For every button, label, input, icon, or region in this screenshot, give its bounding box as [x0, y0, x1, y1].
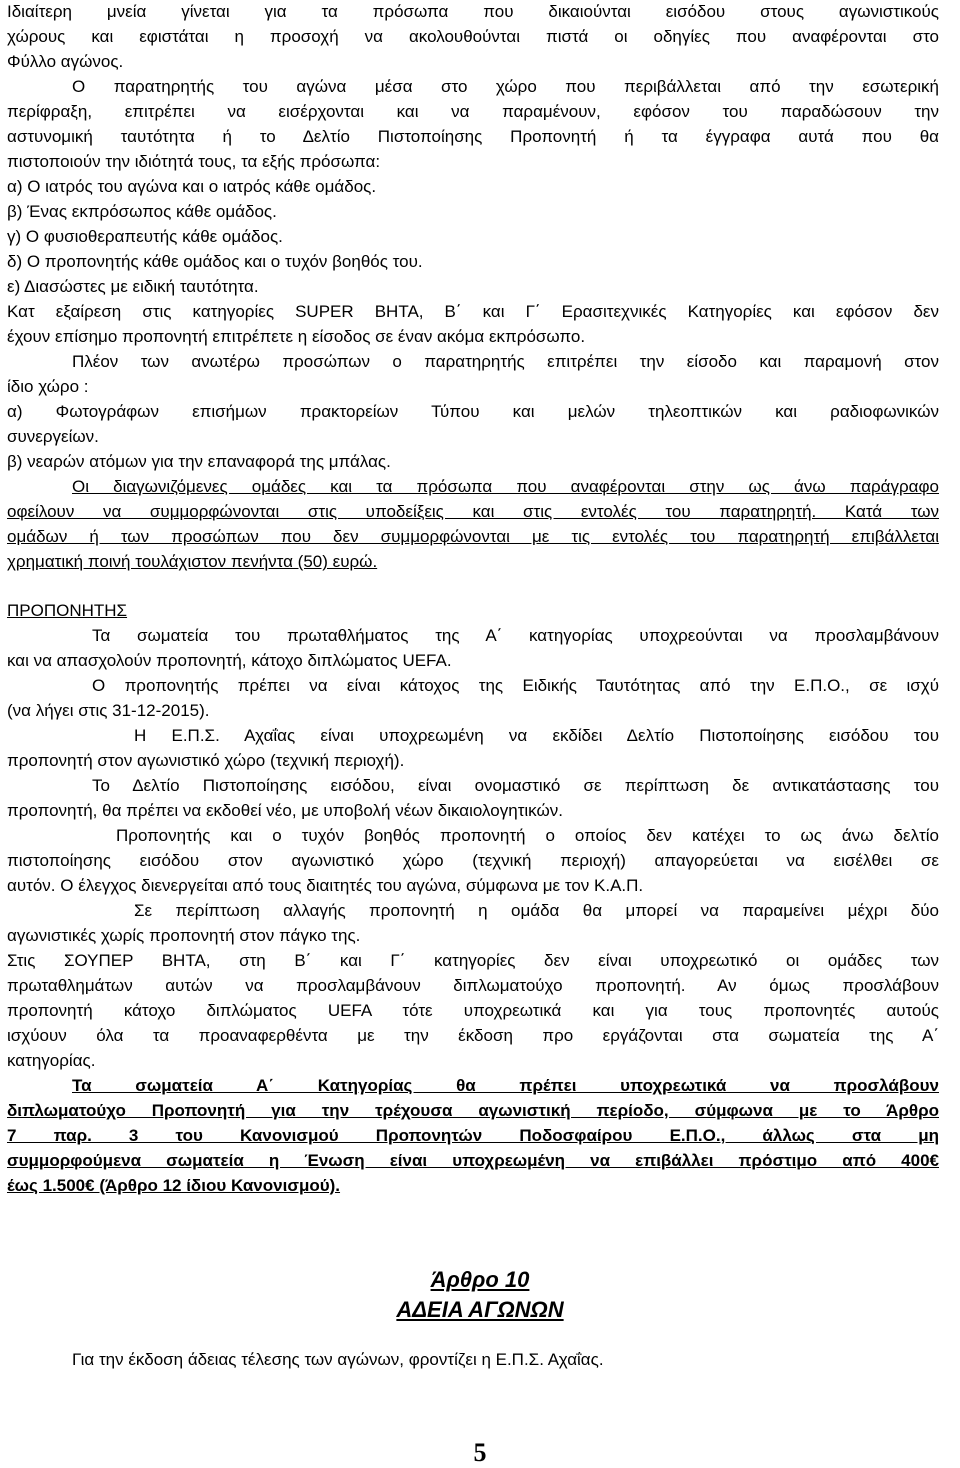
- paragraph-line: Η Ε.Π.Σ. Αχαΐας είναι υποχρεωμένη να εκδίδει Δελτίο Πιστοποίησης εισόδου του: [134, 726, 939, 745]
- list-item: α) Φωτογράφων επισήμων πρακτορείων Τύπου και μελών τηλεοπτικών και ραδιοφωνικών: [7, 402, 939, 421]
- paragraph-line: Ο παρατηρητής του αγώνα μέσα στο χώρο που περιβάλλεται από την εσωτερική: [72, 77, 939, 96]
- paragraph-line: περίφραξη, επιτρέπει να εισέρχονται και να παραμένουν, εφόσον του παραδώσουν την: [7, 102, 939, 121]
- paragraph-line: ισχύουν όλα τα προαναφερθέντα με την έκδοση προ εργάζονται στα σωματεία της Α΄: [7, 1026, 939, 1045]
- paragraph-line: προπονητή στον αγωνιστικό χώρο (τεχνική περιοχή).: [7, 751, 405, 770]
- article-number: Άρθρο 10: [430, 1267, 530, 1292]
- bold-paragraph-line: διπλωματούχο Προπονητή για την τρέχουσα αγωνιστική περίοδο, σύμφωνα με το Άρθρο: [7, 1101, 939, 1120]
- bold-paragraph-line: συμμορφούμενα σωματεία η Ένωση είναι υποχρεωμένη να επιβάλλει πρόστιμο από 400€: [7, 1151, 939, 1170]
- list-item: συνεργείων.: [7, 427, 99, 446]
- paragraph-line: Το Δελτίο Πιστοποίησης εισόδου, είναι ονομαστικό σε περίπτωση δε αντικατάστασης του: [92, 776, 939, 795]
- paragraph-line: Οι διαγωνιζόμενες ομάδες και τα πρόσωπα που αναφέρονται στην ως άνω παράγραφο: [72, 477, 939, 496]
- paragraph-line: χρηματική ποινή τουλάχιστον πενήντα (50) ευρώ.: [7, 552, 378, 571]
- paragraph-line: κατηγορίας.: [7, 1051, 96, 1070]
- paragraph-line: Προπονητής και ο τυχόν βοηθός προπονητή ο οποίος δεν κατέχει το ως άνω δελτίο: [116, 826, 939, 845]
- paragraph-line: ομάδων ή των προσώπων που δεν συμμορφώνονται με τις εντολές του παρατηρητή επιβάλλεται: [7, 527, 939, 546]
- list-item: α) Ο ιατρός του αγώνα και ο ιατρός κάθε ομάδος.: [7, 177, 377, 196]
- bold-paragraph-line: 7 παρ. 3 του Κανονισμού Προπονητών Ποδοσφαίρου Ε.Π.Ο., άλλως στα μη: [7, 1126, 939, 1145]
- paragraph-line: πρωταθλημάτων αυτών να προσλαμβάνουν διπλωματούχο προπονητή. Αν όμως προσλάβουν: [7, 976, 939, 995]
- paragraph-line: προπονητή κάτοχο διπλώματος UEFA τότε υποχρεωτικά και για τους προπονητές αυτούς: [7, 1001, 939, 1020]
- bold-paragraph-line: Τα σωματεία Α΄ Κατηγορίας θα πρέπει υποχρεωτικά να προσλάβουν: [72, 1076, 939, 1095]
- paragraph-line: χώρους και εφιστάται η προσοχή να ακολουθούνται πιστά οι οδηγίες που αναφέρονται στο: [7, 27, 939, 46]
- paragraph-line: Πλέον των ανωτέρω προσώπων ο παρατηρητής επιτρέπει την είσοδο και παραμονή στον: [72, 352, 939, 371]
- paragraph-line: Σε περίπτωση αλλαγής προπονητή η ομάδα θα μπορεί να παραμείνει μέχρι δύο: [134, 901, 939, 920]
- paragraph-line: αστυνομική ταυτότητα ή το Δελτίο Πιστοποίησης Προπονητή ή τα έγγραφα αυτά που θα: [7, 127, 939, 146]
- paragraph-line: (να λήγει στις 31-12-2015).: [7, 701, 210, 720]
- paragraph-line: Για την έκδοση άδειας τέλεσης των αγώνων, φροντίζει η Ε.Π.Σ. Αχαΐας.: [72, 1350, 604, 1369]
- list-item: γ) Ο φυσιοθεραπευτής κάθε ομάδος.: [7, 227, 283, 246]
- paragraph-line: αυτόν. Ο έλεγχος διενεργείται από τους διαιτητές του αγώνα, σύμφωνα με τον Κ.Α.Π.: [7, 876, 644, 895]
- list-item: β) Ένας εκπρόσωπος κάθε ομάδος.: [7, 202, 277, 221]
- paragraph-line: πιστοποιούν την ιδιότητά τους, τα εξής πρόσωπα:: [7, 152, 381, 171]
- list-item: β) νεαρών ατόμων για την επαναφορά της μπάλας.: [7, 452, 391, 471]
- bold-paragraph-line: έως 1.500€ (Άρθρο 12 ίδιου Κανονισμού).: [7, 1176, 341, 1195]
- section-heading: ΠΡΟΠΟΝΗΤΗΣ: [7, 601, 128, 620]
- paragraph-line: Κατ εξαίρεση στις κατηγορίες SUPER BHTA, Β΄ και Γ΄ Ερασιτεχνικές Κατηγορίες και εφόσον δεν: [7, 302, 939, 321]
- paragraph-line: και να απασχολούν προπονητή, κάτοχο διπλώματος UEFA.: [7, 651, 452, 670]
- paragraph-line: Ο προπονητής πρέπει να είναι κάτοχος της Ειδικής Ταυτότητας από την Ε.Π.Ο., σε ισχύ: [92, 676, 939, 695]
- article-title: ΑΔΕΙΑ ΑΓΩΝΩΝ: [396, 1297, 564, 1322]
- paragraph-line: αγωνιστικές χωρίς προπονητή στον πάγκο της.: [7, 926, 361, 945]
- paragraph-line: οφείλουν να συμμορφώνονται στις υποδείξεις και στις εντολές του παρατηρητή. Κατά των: [7, 502, 939, 521]
- paragraph-line: προπονητή, θα πρέπει να εκδοθεί νέο, με υποβολή νέων δικαιολογητικών.: [7, 801, 563, 820]
- page-number: 5: [473, 1438, 487, 1467]
- paragraph-line: Φύλλο αγώνος.: [7, 52, 124, 71]
- list-item: δ) Ο προπονητής κάθε ομάδος και ο τυχόν βοηθός του.: [7, 252, 423, 271]
- paragraph-line: Τα σωματεία του πρωταθλήματος της Α΄ κατηγορίας υποχρεούνται να προσλαμβάνουν: [92, 626, 939, 645]
- paragraph-line: πιστοποίησης εισόδου στον αγωνιστικό χώρο (τεχνική περιοχή) απαγορεύεται να εισέλθει σε: [7, 851, 939, 870]
- list-item: ε) Διασώστες με ειδική ταυτότητα.: [7, 277, 259, 296]
- paragraph-line: Στις ΣΟΥΠΕΡ ΒΗΤΑ, στη Β΄ και Γ΄ κατηγορίες δεν είναι υποχρεωτικό οι ομάδες των: [7, 951, 939, 970]
- paragraph-line: έχουν επίσημο προπονητή επιτρέπετε η είσοδος σε έναν ακόμα εκπρόσωπο.: [7, 327, 586, 346]
- paragraph-line: ίδιο χώρο :: [7, 377, 89, 396]
- paragraph-line: Ιδιαίτερη μνεία γίνεται για τα πρόσωπα που δικαιούνται εισόδου στους αγωνιστικούς: [7, 2, 939, 21]
